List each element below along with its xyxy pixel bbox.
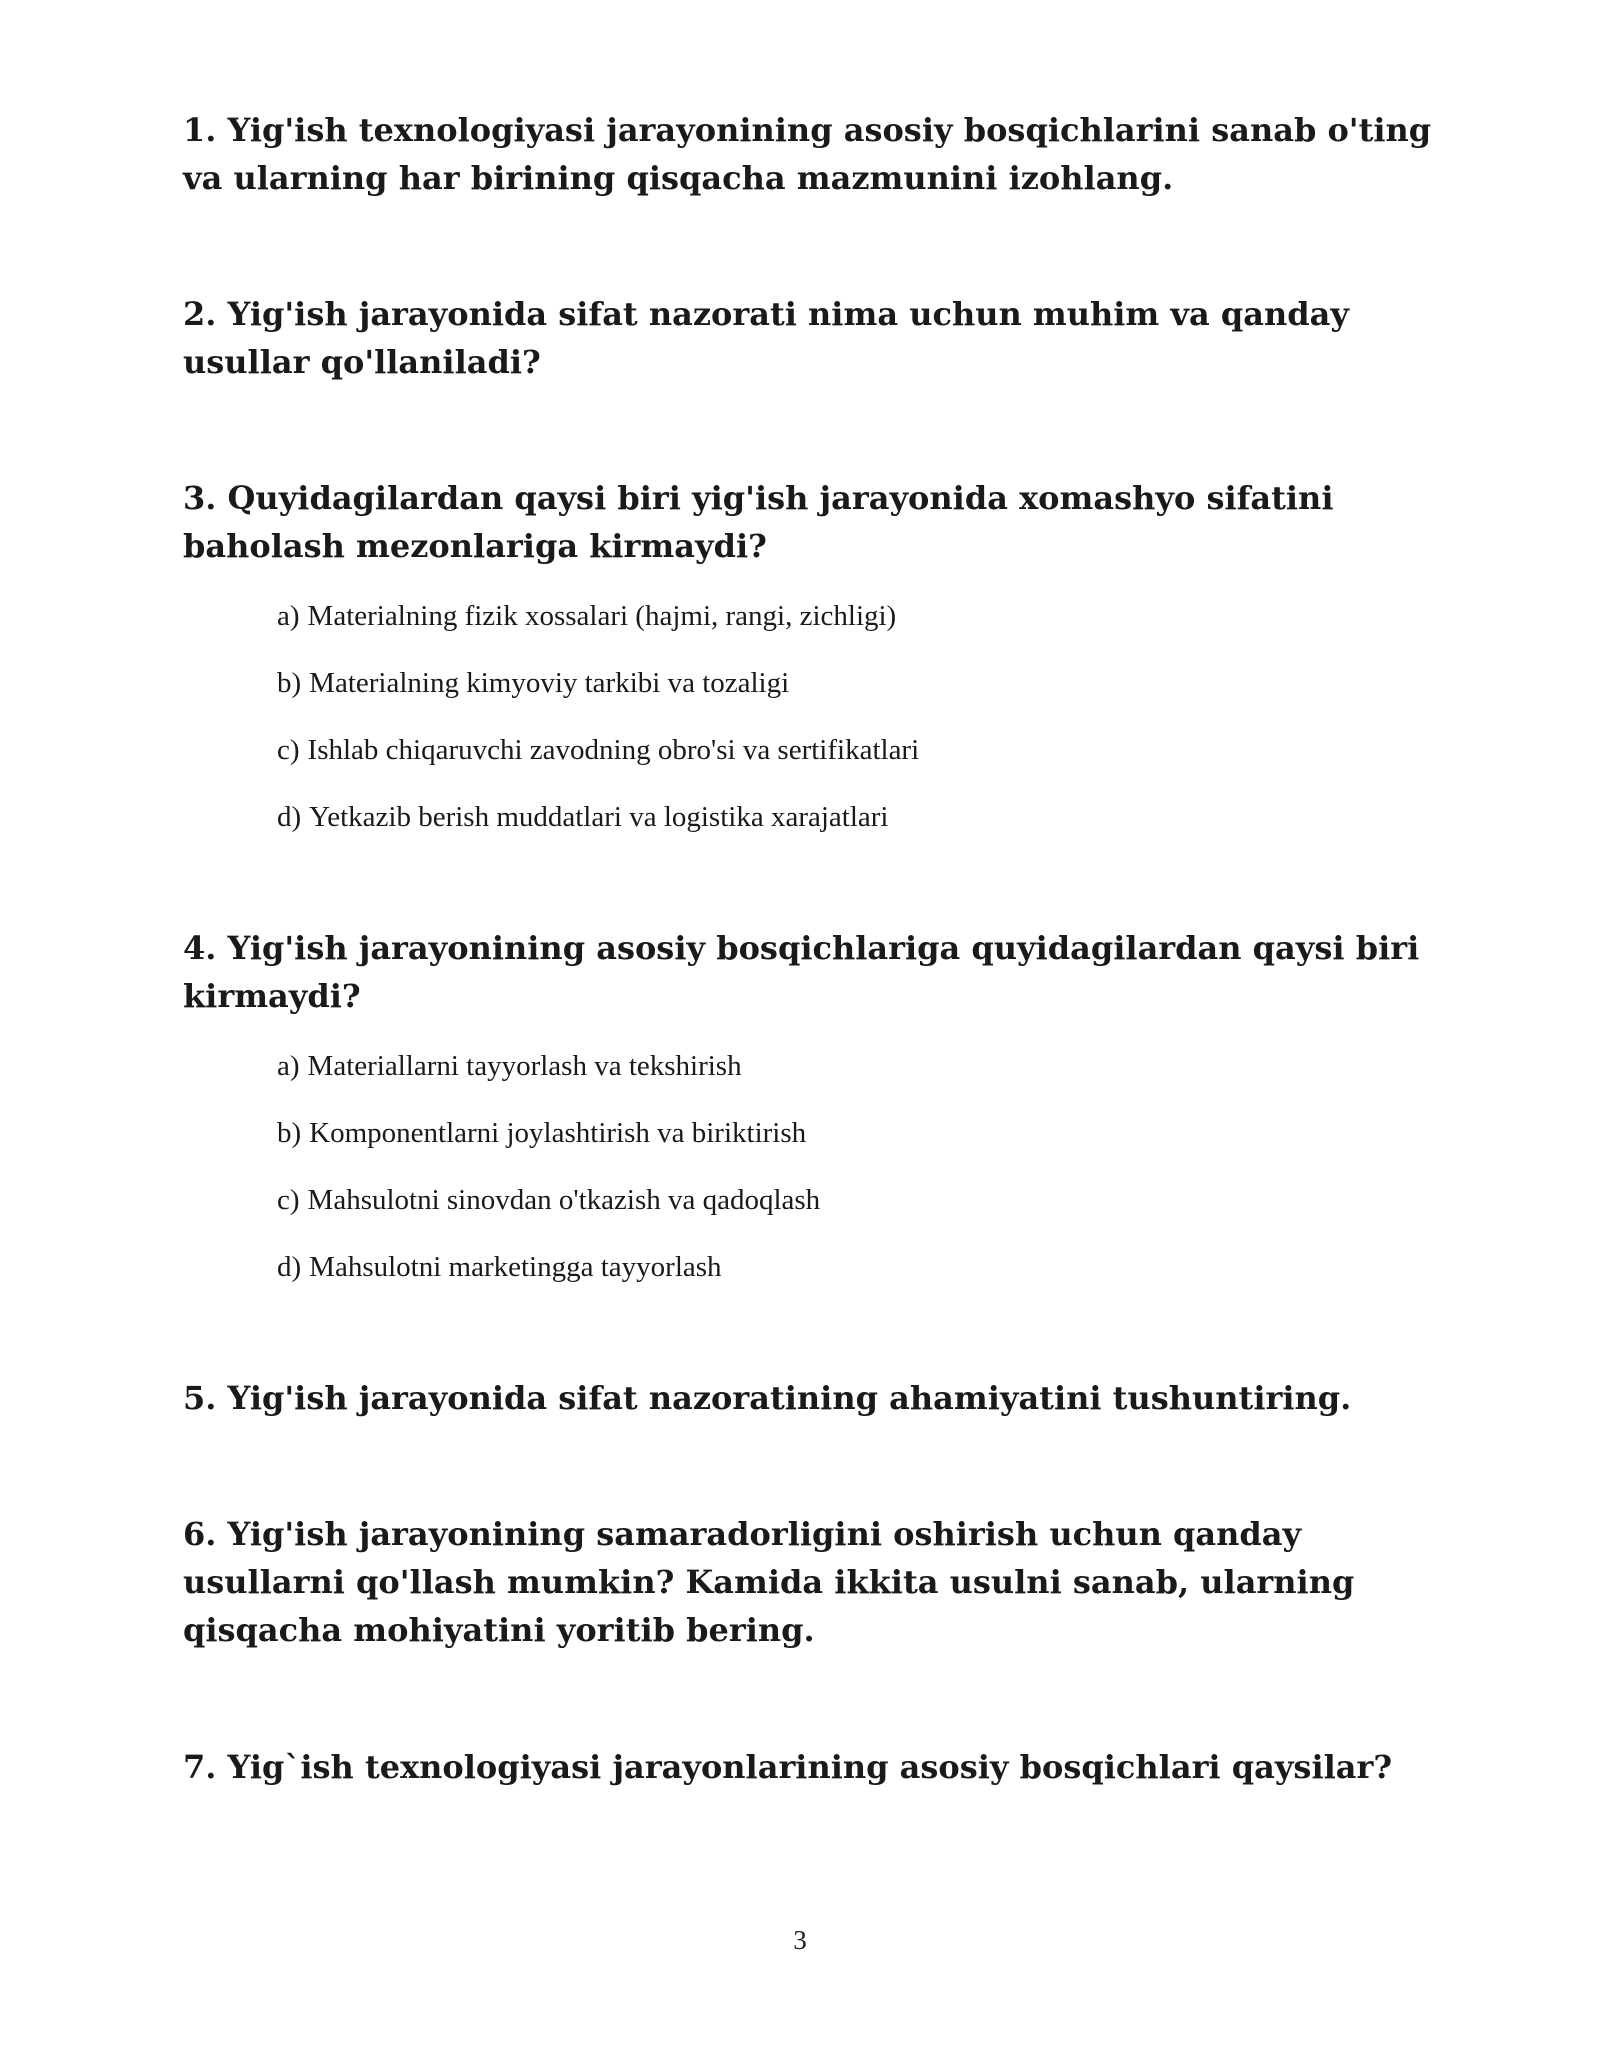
option-b [277,1116,820,1183]
option-text: Komponentlarni joylashtirish va biriktirish [309,1117,807,1149]
option-d [277,1250,820,1317]
question-3-options [277,599,919,867]
option-b [277,666,919,733]
option-letter: d) [277,1251,302,1283]
question-6: 6. Yig'ish jarayonining samaradorligini oshirish uchun qanday usullarni qo'llash mumkin? Kamida ikkita usulni sanab, ularning qisqacha mohiyatini yoritib bering. [183,1515,1355,1649]
question-5: 5. Yig'ish jarayonida sifat nazoratining ahamiyatini tushuntiring. [183,1379,1352,1417]
option-letter: c) [277,734,300,766]
question-2: 2. Yig'ish jarayonida sifat nazorati nima uchun muhim va qanday usullar qo'llaniladi? [183,295,1349,381]
option-a [277,599,919,666]
option-letter: a) [277,1050,300,1082]
option-letter: a) [277,600,300,632]
option-text: Mahsulotni sinovdan o'tkazish va qadoqlash [307,1184,821,1216]
option-text: Materialning fizik xossalari (hajmi, rangi, zichligi) [307,600,897,632]
question-1: 1. Yig'ish texnologiyasi jarayonining asosiy bosqichlarini sanab o'ting va ularning har birining qisqacha mazmunini izohlang. [183,111,1432,197]
option-c [277,1183,820,1250]
option-c [277,733,919,800]
question-7: 7. Yig`ish texnologiyasi jarayonlarining asosiy bosqichlari qaysilar? [183,1748,1393,1786]
option-text: Mahsulotni marketingga tayyorlash [309,1251,722,1283]
option-letter: b) [277,667,302,699]
option-letter: b) [277,1117,302,1149]
option-letter: d) [277,801,302,833]
question-4-options [277,1049,820,1317]
option-text: Materialning kimyoviy tarkibi va tozaligi [309,667,790,699]
option-text: Materiallarni tayyorlash va tekshirish [307,1050,742,1082]
option-text: Ishlab chiqaruvchi zavodning obro'si va sertifikatlari [307,734,920,766]
question-4: 4. Yig'ish jarayonining asosiy bosqichlariga quyidagilardan qaysi biri kirmaydi? [183,929,1420,1015]
option-a [277,1049,820,1116]
option-letter: c) [277,1184,300,1216]
option-text: Yetkazib berish muddatlari va logistika xarajatlari [309,801,889,833]
page-number: 3 [793,1925,807,1955]
option-d [277,800,919,867]
question-3: 3. Quyidagilardan qaysi biri yig'ish jarayonida xomashyo sifatini baholash mezonlariga kirmaydi? [183,479,1334,565]
